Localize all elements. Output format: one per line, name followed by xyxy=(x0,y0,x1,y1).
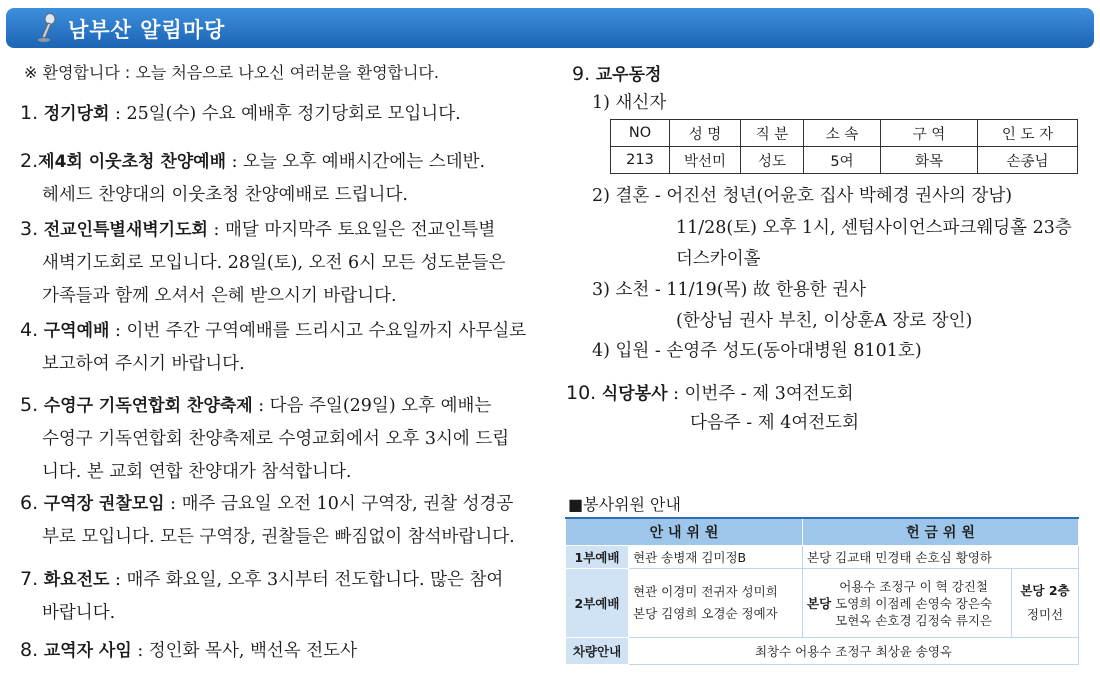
notice-item-5 xyxy=(20,389,509,489)
notice-item-7 xyxy=(20,563,503,630)
microphone-icon xyxy=(36,13,60,43)
kitchen-line1: : 이번주 - 제 3여전도회 xyxy=(667,384,854,404)
item-title: 교우동정 xyxy=(595,65,662,85)
table-cell: 성도 xyxy=(741,147,804,174)
table-header-cell: 직 분 xyxy=(741,120,804,147)
service-table xyxy=(565,517,1079,665)
item-number: 3. xyxy=(20,218,39,240)
item-number: 9. xyxy=(572,63,591,85)
item-text: : 이번 주간 구역예배를 드리시고 수요일까지 사무실로 xyxy=(109,321,527,341)
guide-line2: 본당 김영희 오경순 정예자 xyxy=(633,606,778,621)
item-title: 전교인특별새벽기도회 xyxy=(43,220,208,240)
table-cell: 화목 xyxy=(881,147,978,174)
item-number: 5. xyxy=(20,394,39,416)
table-cell: 최창수 어용수 조정구 최상윤 송영옥 xyxy=(629,638,1079,665)
table-header-cell: 헌 금 위 원 xyxy=(803,518,1079,546)
item-text: : 매달 마지막주 토요일은 전교인특별 xyxy=(207,220,496,240)
item-title: 정기당회 xyxy=(43,104,110,124)
item-number: 7. xyxy=(20,568,39,590)
table-row xyxy=(566,569,1079,638)
item-text-line2: 새벽기도회로 모입니다. 28일(토), 오전 6시 모든 성도분들은 xyxy=(42,253,506,273)
item-text-line2: 부로 모입니다. 모든 구역장, 권찰들은 빠짐없이 참석바랍니다. xyxy=(42,527,515,547)
table-header-row xyxy=(611,120,1078,147)
item-title: 화요전도 xyxy=(43,570,110,590)
hospital-line: 4) 입원 - 손영주 성도(동아대병원 8101호) xyxy=(592,341,922,361)
wedding-line3: 더스카이홀 xyxy=(676,249,761,269)
table-cell: 박선미 xyxy=(670,147,741,174)
extra-label: 본당 2층 xyxy=(1020,583,1070,598)
item-title: 교역자 사임 xyxy=(43,641,132,661)
table-cell: 본당 김교태 민경태 손호심 황영하 xyxy=(803,546,1079,569)
item-text: : 매주 금요일 오전 10시 구역장, 권찰 성경공 xyxy=(164,494,514,514)
death-line2: (한상님 권사 부친, 이상훈A 장로 장인) xyxy=(676,311,973,331)
table-cell: 5여 xyxy=(804,147,881,174)
item-text: : 매주 화요일, 오후 3시부터 전도합니다. 많은 참여 xyxy=(109,570,504,590)
header-banner xyxy=(6,8,1094,48)
item-text: : 오늘 오후 예배시간에는 스데반. xyxy=(226,152,486,172)
item-text-line2: 수영구 기독연합회 찬양축제로 수영교회에서 오후 3시에 드립 xyxy=(42,429,510,449)
table-row xyxy=(566,638,1079,665)
table-header-row xyxy=(566,518,1079,546)
kitchen-heading xyxy=(566,377,854,411)
notice-item-4 xyxy=(20,314,526,381)
notice-item-6 xyxy=(20,487,515,554)
offering-line2: 도영희 이점례 손영숙 장은숙 xyxy=(835,595,992,611)
table-header-cell: NO xyxy=(611,120,670,147)
guide-line1: 현관 이경미 전귀자 성미희 xyxy=(633,584,778,599)
welcome-notice: ※ 환영합니다 : 오늘 처음으로 나오신 여러분을 환영합니다. xyxy=(24,63,439,82)
table-header-cell: 구 역 xyxy=(881,120,978,147)
item-number: 2. xyxy=(20,150,39,172)
item-number: 4. xyxy=(20,319,39,341)
item-text-line3: 니다. 본 교회 연합 찬양대가 참석합니다. xyxy=(42,462,352,482)
item-title: 제4회 이웃초청 찬양예배 xyxy=(38,152,227,172)
table-cell xyxy=(629,569,803,638)
item-number: 10. xyxy=(566,382,597,404)
service-title: ■봉사위원 안내 xyxy=(568,495,681,514)
item-text-line3: 가족들과 함께 오셔서 은혜 받으시기 바랍니다. xyxy=(42,286,397,306)
item-title: 식당봉사 xyxy=(601,384,668,404)
news-heading xyxy=(572,58,661,92)
wedding-line1: 2) 결혼 - 어진선 청년(어윤호 집사 박혜경 권사의 장남) xyxy=(592,186,1013,206)
item-text-line2: 헤세드 찬양대의 이웃초청 찬양예배로 드립니다. xyxy=(42,185,408,205)
offering-line1: 어용수 조정구 이 혁 강진철 xyxy=(839,578,988,594)
notice-item-3 xyxy=(20,213,505,313)
item-text: : 25일(수) 수요 예배후 정기당회로 모입니다. xyxy=(109,104,461,124)
item-number: 1. xyxy=(20,102,39,124)
table-header-cell: 인 도 자 xyxy=(978,120,1078,147)
table-cell: 현관 송병재 김미정B xyxy=(629,546,803,569)
item-title: 구역예배 xyxy=(43,321,110,341)
item-text: : 정인화 목사, 백선옥 전도사 xyxy=(131,641,357,661)
item-title: 구역장 권찰모임 xyxy=(43,494,165,514)
offering-prefix: 본당 xyxy=(807,595,832,611)
item-number: 8. xyxy=(20,639,39,661)
table-header-cell: 소 속 xyxy=(804,120,881,147)
table-cell xyxy=(803,569,1012,638)
item-title: 수영구 기독연합회 찬양축제 xyxy=(43,396,253,416)
item-text: : 다음 주일(29일) 오후 예배는 xyxy=(252,396,492,416)
notice-item-8 xyxy=(20,634,357,668)
row-label: 2부예배 xyxy=(566,569,629,638)
table-cell xyxy=(1012,569,1079,638)
table-cell: 213 xyxy=(611,147,670,174)
page-title: 남부산 알림마당 xyxy=(68,18,226,42)
death-line1: 3) 소천 - 11/19(목) 故 한용한 권사 xyxy=(592,280,867,300)
notice-item-2 xyxy=(20,145,485,212)
extra-name: 정미선 xyxy=(1026,607,1064,622)
kitchen-line2: 다음주 - 제 4여전도회 xyxy=(690,413,859,433)
offering-line3: 모현옥 손호경 김정숙 류지은 xyxy=(835,612,992,628)
item-number: 6. xyxy=(20,492,39,514)
newcomer-table xyxy=(610,119,1078,174)
item-text-line2: 보고하여 주시기 바랍니다. xyxy=(42,354,245,374)
item-text-line2: 바랍니다. xyxy=(42,603,116,623)
notice-item-1 xyxy=(20,97,461,131)
table-row xyxy=(611,147,1078,174)
newcomer-label: 1) 새신자 xyxy=(592,93,667,113)
table-cell: 손종님 xyxy=(978,147,1078,174)
table-row xyxy=(566,546,1079,569)
row-label: 차량안내 xyxy=(566,638,629,665)
table-header-cell: 성 명 xyxy=(670,120,741,147)
table-header-cell: 안 내 위 원 xyxy=(566,518,803,546)
wedding-line2: 11/28(토) 오후 1시, 센텀사이언스파크웨딩홀 23층 xyxy=(676,218,1072,238)
row-label: 1부예배 xyxy=(566,546,629,569)
